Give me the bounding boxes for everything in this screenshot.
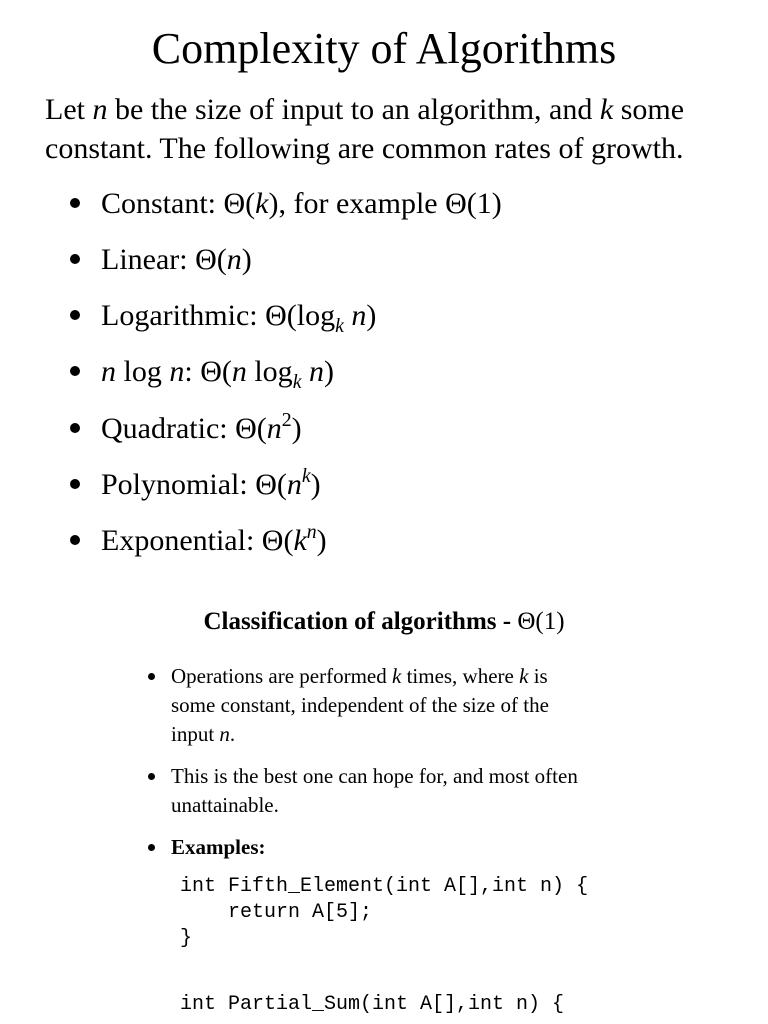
rate-linear: Linear: Θ(n): [70, 240, 252, 280]
section-subtitle: Classification of algorithms - Θ(1): [203, 608, 565, 635]
bullet-icon: [70, 310, 80, 320]
code-block-fifth-element: int Fifth_Element(int A[],int n) { return A[5]; }: [180, 875, 589, 950]
bullet-icon: [70, 479, 80, 489]
bullet-icon: [148, 773, 155, 780]
bullet-best-case: This is the best one can hope for, and most often unattainable.: [148, 762, 648, 820]
page-title: Complexity of Algorithms: [151, 24, 617, 73]
var-k: k: [599, 93, 614, 126]
bullet-icon: [70, 535, 80, 545]
code-block-partial-sum: int Partial_Sum(int A[],int n) {: [180, 993, 565, 1016]
intro-paragraph: [45, 90, 745, 168]
rate-constant: Constant: Θ(k), for example Θ(1): [70, 184, 502, 224]
bullet-icon: [70, 198, 80, 208]
bullet-operations: Operations are performed k times, where k is some constant, independent of the size of the input n.: [148, 662, 648, 749]
bullet-icon: [70, 254, 80, 264]
rate-logarithmic: Logarithmic: $\Theta(\log_k$ n): [70, 296, 376, 336]
var-n: n: [92, 93, 108, 126]
bullet-icon: [148, 844, 155, 851]
intro-line-2: constant. The following are common rates of growth.: [45, 132, 684, 165]
bullet-icon: [70, 423, 80, 433]
rate-polynomial: Polynomial: $\Theta(n^k)$: [70, 465, 321, 505]
rate-quadratic: Quadratic: $\Theta(n^2)$: [70, 409, 302, 449]
intro-line-1: Let n be the size of input to an algorithm, and k some: [45, 93, 685, 126]
bullet-icon: [70, 366, 80, 376]
rate-exponential: Exponential: $\Theta(k^n)$: [70, 521, 327, 561]
bullet-examples: Examples:: [148, 833, 648, 862]
bullet-icon: [148, 673, 155, 680]
rate-n-log-n: n log n: Θ(n $\log_k n$): [70, 352, 334, 392]
